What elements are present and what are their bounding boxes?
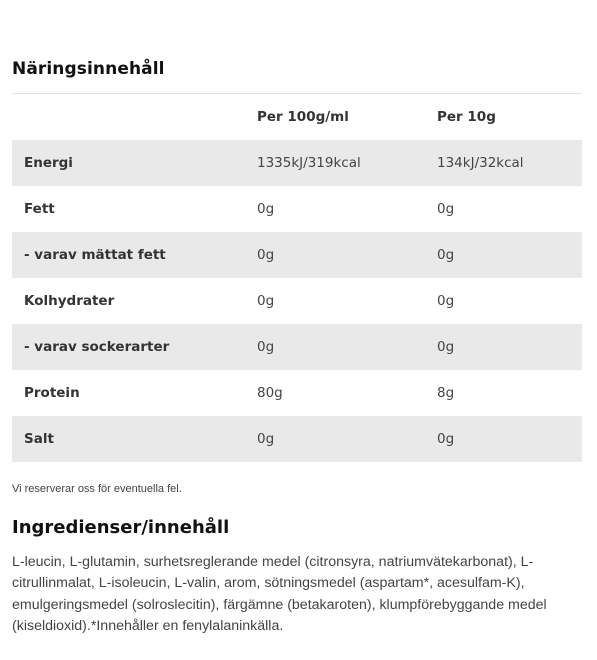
value-per-100: 0g <box>257 431 275 447</box>
nutrient-label: - varav sockerarter <box>24 339 170 355</box>
value-per-10: 0g <box>437 201 455 217</box>
value-per-100: 0g <box>257 339 275 355</box>
nutrient-label: Protein <box>24 385 80 401</box>
table-row <box>12 278 582 324</box>
value-per-100: 0g <box>257 201 275 217</box>
nutrient-label: Salt <box>24 431 54 447</box>
nutrient-label: Energi <box>24 155 73 171</box>
value-per-100: 0g <box>257 293 275 309</box>
nutrient-label: - varav mättat fett <box>24 247 166 263</box>
table-row <box>12 232 582 278</box>
table-row <box>12 324 582 370</box>
value-per-10: 0g <box>437 293 455 309</box>
nutrient-label: Fett <box>24 201 55 217</box>
value-per-10: 0g <box>437 431 455 447</box>
disclaimer-text: Vi reserverar oss för eventuella fel. <box>12 483 182 495</box>
column-header-per-100: Per 100g/ml <box>257 109 349 125</box>
value-per-10: 8g <box>437 385 455 401</box>
nutrient-label: Kolhydrater <box>24 293 115 309</box>
column-header-nutrient <box>12 94 245 140</box>
ingredients-text: L-leucin, L-glutamin, surhetsreglerande medel (citronsyra, natriumvätekarbonat), L-citrullinmalat, L-isoleucin, L-valin, arom, sötningsmedel (aspartam*, acesulfam-K), emulgeringsmedel (solroslecitin), färgämne (betakaroten), klumpförebyggande medel (kiseldioxid).*Innehåller en fenylalaninkälla. <box>12 554 547 634</box>
ingredients-title: Ingredienser/innehåll <box>12 517 230 538</box>
table-row <box>12 370 582 416</box>
table-row <box>12 186 582 232</box>
table-row <box>12 140 582 186</box>
table-header-row <box>12 94 582 140</box>
value-per-100: 1335kJ/319kcal <box>257 155 361 171</box>
table-row <box>12 416 582 462</box>
value-per-10: 134kJ/32kcal <box>437 155 524 171</box>
value-per-10: 0g <box>437 339 455 355</box>
nutrition-table <box>12 94 582 462</box>
value-per-100: 0g <box>257 247 275 263</box>
nutrition-title: Näringsinnehåll <box>12 59 165 79</box>
value-per-10: 0g <box>437 247 455 263</box>
value-per-100: 80g <box>257 385 283 401</box>
column-header-per-10: Per 10g <box>437 109 496 125</box>
